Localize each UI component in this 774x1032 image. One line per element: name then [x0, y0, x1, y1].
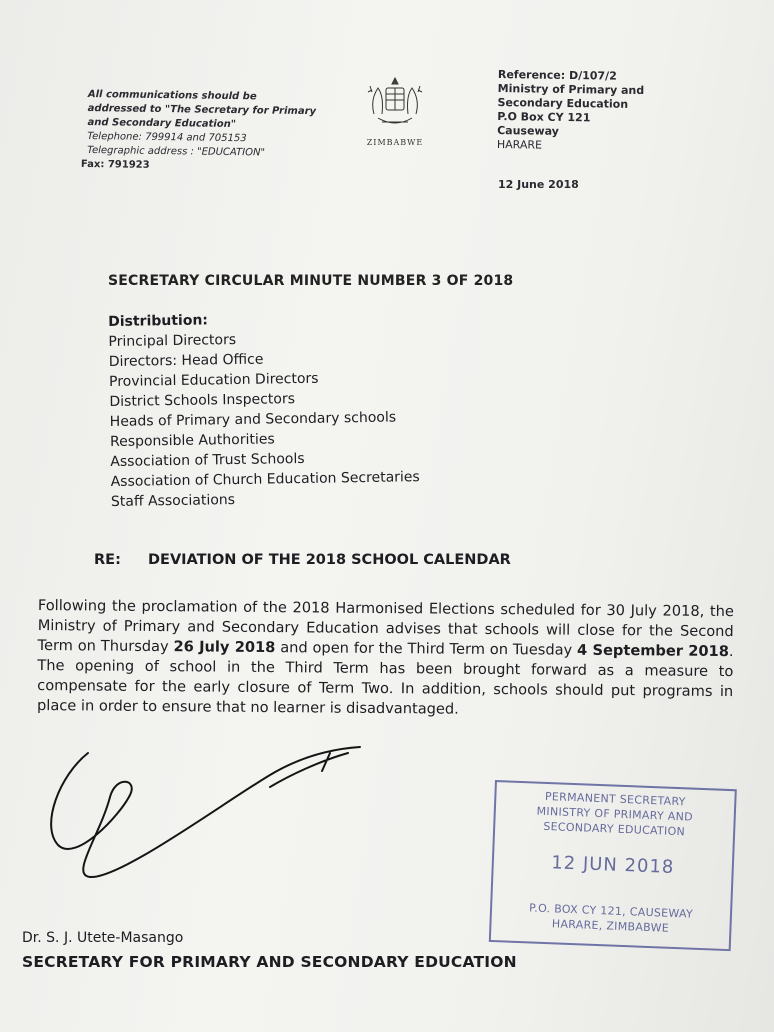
stamp-line-4: P.O. BOX CY 121, CAUSEWAY: [528, 901, 694, 921]
reference-number: Reference: D/107/2: [497, 68, 617, 83]
list-item: Provincial Education Directors: [108, 370, 319, 390]
communications-line-3: and Secondary Education": [87, 116, 237, 131]
signatory-name: Dr. S. J. Utete-Masango: [22, 930, 184, 946]
emblem-label: ZIMBABWE: [366, 138, 424, 147]
body-paragraph: [37, 596, 734, 722]
distribution-list: [108, 307, 420, 512]
opening-date: 4 September 2018: [577, 641, 729, 661]
fax-number: Fax: 791923: [80, 158, 150, 171]
distribution-heading: Distribution:: [108, 312, 209, 330]
telephone: Telephone: 799914 and 705153: [87, 130, 247, 145]
closing-date: 26 July 2018: [173, 638, 276, 657]
body-text-1: Following the proclamation of the 2018 Harmonised Elections scheduled for 30 July 2018, the Ministry of Primary and Secondary Education advises that schools will close for the Second Term on Thursday: [37, 596, 734, 656]
stamp-line-2: MINISTRY OF PRIMARY AND: [536, 804, 694, 824]
list-item: Heads of Primary and Secondary schools: [109, 409, 397, 430]
circular-title: SECRETARY CIRCULAR MINUTE NUMBER 3 OF 2018: [108, 273, 514, 289]
list-item: Association of Church Education Secretaries: [110, 469, 420, 490]
stamp-line-5: HARARE, ZIMBABWE: [551, 917, 670, 935]
stamp-line-3: SECONDARY EDUCATION: [543, 819, 686, 839]
list-item: District Schools Inspectors: [109, 391, 296, 410]
zimbabwe-coat-of-arms-icon: [360, 74, 430, 132]
letterhead-contact: [80, 88, 317, 175]
list-item: Directors: Head Office: [108, 351, 264, 370]
ministry-line-2: Secondary Education: [497, 95, 629, 111]
city: HARARE: [496, 137, 543, 152]
subject-line: [94, 552, 511, 568]
list-item: Responsible Authorities: [109, 431, 275, 450]
reference-block: [497, 68, 645, 154]
body-text-2: and open for the Third Term on Tuesday: [275, 639, 578, 659]
telegraphic-address: Telegraphic address : "EDUCATION": [87, 144, 266, 159]
stamp-line-1: PERMANENT SECRETARY: [544, 789, 686, 809]
official-stamp: [489, 780, 737, 951]
subject-label: RE:: [94, 552, 121, 568]
list-item: Principal Directors: [108, 331, 237, 350]
handwritten-signature: [30, 735, 370, 885]
causeway: Causeway: [497, 123, 559, 138]
body-text-3: . The opening of school in the Third Term has been brought forward as a measure to compensate for the early closure of Term Two. In addition, schools should put programs in place in order to ensure that no learner is disadvantaged.: [36, 643, 734, 718]
ministry-line-1: Ministry of Primary and: [497, 81, 645, 98]
subject-text: DEVIATION OF THE 2018 SCHOOL CALENDAR: [148, 552, 511, 568]
list-item: Staff Associations: [110, 492, 236, 510]
list-item: Association of Trust Schools: [110, 450, 305, 470]
letter-date: 12 June 2018: [498, 178, 579, 191]
po-box: P.O Box CY 121: [497, 109, 591, 125]
communications-line-1: All communications should be: [87, 88, 257, 103]
signatory-title: SECRETARY FOR PRIMARY AND SECONDARY EDUCATION: [22, 953, 517, 971]
coat-of-arms-emblem: [352, 74, 438, 147]
communications-line-2: addressed to "The Secretary for Primary: [87, 102, 317, 118]
stamp-date: 12 JUN 2018: [550, 852, 675, 878]
